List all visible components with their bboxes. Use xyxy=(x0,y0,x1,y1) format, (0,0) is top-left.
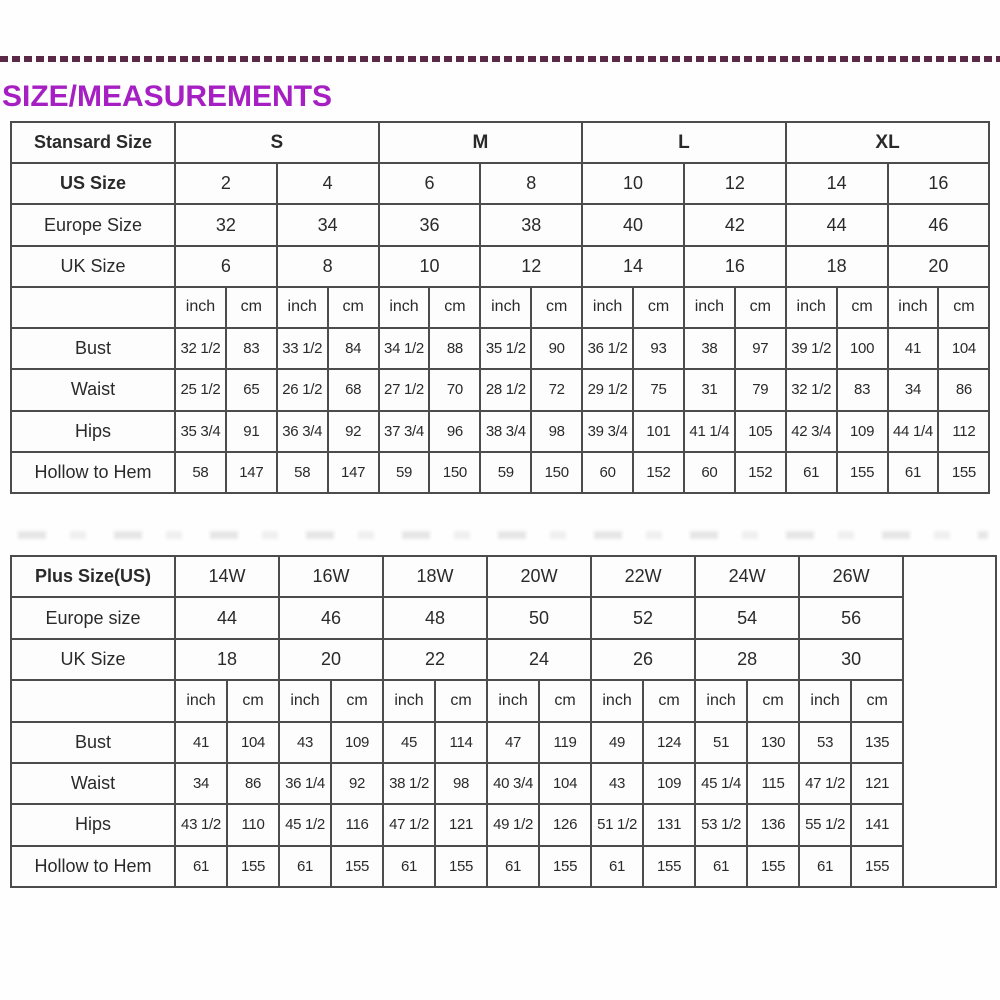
size-cell: 18 xyxy=(175,639,279,680)
unit-cell: cm xyxy=(539,680,591,721)
measure-cell: 41 1/4 xyxy=(684,411,735,452)
measure-cell: 59 xyxy=(480,452,531,493)
measure-cell: 90 xyxy=(531,328,582,369)
empty-cell xyxy=(11,680,175,721)
measure-cell: 152 xyxy=(633,452,684,493)
measure-cell: 53 xyxy=(799,722,851,763)
measure-cell: 49 1/2 xyxy=(487,804,539,845)
measure-cell: 97 xyxy=(735,328,786,369)
measure-cell: 79 xyxy=(735,369,786,410)
measure-cell: 83 xyxy=(837,369,888,410)
measure-cell: 61 xyxy=(279,846,331,887)
size-group-cell: 18W xyxy=(383,556,487,597)
measure-cell: 43 xyxy=(591,763,643,804)
page-title: SIZE/MEASUREMENTS xyxy=(2,80,333,113)
size-cell: 36 xyxy=(379,204,481,245)
measure-cell: 75 xyxy=(633,369,684,410)
measure-cell: 35 1/2 xyxy=(480,328,531,369)
unit-cell: cm xyxy=(435,680,487,721)
table-row xyxy=(11,122,989,163)
size-cell: 28 xyxy=(695,639,799,680)
measure-cell: 105 xyxy=(735,411,786,452)
measure-cell: 72 xyxy=(531,369,582,410)
unit-cell: inch xyxy=(695,680,747,721)
measure-cell: 98 xyxy=(531,411,582,452)
measure-cell: 36 3/4 xyxy=(277,411,328,452)
row-label: Plus Size(US) xyxy=(11,556,175,597)
measure-cell: 126 xyxy=(539,804,591,845)
size-group-cell: L xyxy=(582,122,786,163)
measure-cell: 104 xyxy=(938,328,989,369)
unit-cell: inch xyxy=(279,680,331,721)
unit-cell: cm xyxy=(735,287,786,328)
size-group-cell: 26W xyxy=(799,556,903,597)
row-label: Bust xyxy=(11,328,175,369)
size-group-cell: 22W xyxy=(591,556,695,597)
table-row xyxy=(11,639,996,680)
unit-cell: inch xyxy=(582,287,633,328)
size-cell: 34 xyxy=(277,204,379,245)
unit-cell: cm xyxy=(328,287,379,328)
empty-cell xyxy=(903,556,996,887)
size-cell: 8 xyxy=(277,246,379,287)
size-group-cell: 16W xyxy=(279,556,383,597)
measure-cell: 96 xyxy=(429,411,480,452)
measure-cell: 34 1/2 xyxy=(379,328,430,369)
unit-cell: cm xyxy=(643,680,695,721)
unit-cell: inch xyxy=(379,287,430,328)
row-label: Hips xyxy=(11,411,175,452)
top-dashed-divider xyxy=(0,56,1000,62)
row-label: US Size xyxy=(11,163,175,204)
unit-cell: inch xyxy=(786,287,837,328)
unit-cell: cm xyxy=(837,287,888,328)
unit-cell: inch xyxy=(175,680,227,721)
row-label: Europe size xyxy=(11,597,175,638)
measure-cell: 47 xyxy=(487,722,539,763)
table-row xyxy=(11,411,989,452)
measure-cell: 34 xyxy=(888,369,939,410)
measure-cell: 43 xyxy=(279,722,331,763)
unit-cell: inch xyxy=(799,680,851,721)
measure-cell: 38 1/2 xyxy=(383,763,435,804)
measure-cell: 37 3/4 xyxy=(379,411,430,452)
measure-cell: 112 xyxy=(938,411,989,452)
size-cell: 52 xyxy=(591,597,695,638)
measure-cell: 45 xyxy=(383,722,435,763)
measure-cell: 155 xyxy=(331,846,383,887)
unit-cell: inch xyxy=(684,287,735,328)
size-cell: 30 xyxy=(799,639,903,680)
measure-cell: 152 xyxy=(735,452,786,493)
size-cell: 48 xyxy=(383,597,487,638)
measure-cell: 31 xyxy=(684,369,735,410)
measure-cell: 155 xyxy=(643,846,695,887)
unit-cell: inch xyxy=(383,680,435,721)
unit-cell: cm xyxy=(938,287,989,328)
size-cell: 14 xyxy=(582,246,684,287)
measure-cell: 40 3/4 xyxy=(487,763,539,804)
measure-cell: 130 xyxy=(747,722,799,763)
table-row xyxy=(11,763,996,804)
measure-cell: 58 xyxy=(175,452,226,493)
size-cell: 2 xyxy=(175,163,277,204)
measure-cell: 61 xyxy=(175,846,227,887)
size-cell: 50 xyxy=(487,597,591,638)
unit-cell: inch xyxy=(487,680,539,721)
size-cell: 56 xyxy=(799,597,903,638)
measure-cell: 29 1/2 xyxy=(582,369,633,410)
measure-cell: 131 xyxy=(643,804,695,845)
table-row xyxy=(11,163,989,204)
size-cell: 26 xyxy=(591,639,695,680)
measure-cell: 109 xyxy=(331,722,383,763)
measure-cell: 45 1/2 xyxy=(279,804,331,845)
measure-cell: 93 xyxy=(633,328,684,369)
unit-cell: cm xyxy=(531,287,582,328)
size-cell: 6 xyxy=(175,246,277,287)
measure-cell: 61 xyxy=(591,846,643,887)
unit-cell: cm xyxy=(331,680,383,721)
row-label: Bust xyxy=(11,722,175,763)
measure-cell: 101 xyxy=(633,411,684,452)
measure-cell: 51 xyxy=(695,722,747,763)
measure-cell: 39 3/4 xyxy=(582,411,633,452)
size-cell: 16 xyxy=(684,246,786,287)
measure-cell: 51 1/2 xyxy=(591,804,643,845)
measure-cell: 155 xyxy=(851,846,903,887)
size-cell: 20 xyxy=(279,639,383,680)
measure-cell: 61 xyxy=(695,846,747,887)
size-cell: 46 xyxy=(888,204,990,245)
size-cell: 10 xyxy=(582,163,684,204)
table-row xyxy=(11,369,989,410)
row-label: Hips xyxy=(11,804,175,845)
measure-cell: 49 xyxy=(591,722,643,763)
table-row xyxy=(11,846,996,887)
size-cell: 44 xyxy=(786,204,888,245)
unit-cell: inch xyxy=(591,680,643,721)
unit-cell: cm xyxy=(226,287,277,328)
measure-cell: 65 xyxy=(226,369,277,410)
row-label: UK Size xyxy=(11,246,175,287)
row-label: Waist xyxy=(11,369,175,410)
measure-cell: 61 xyxy=(888,452,939,493)
measure-cell: 36 1/2 xyxy=(582,328,633,369)
unit-cell: cm xyxy=(633,287,684,328)
table-row xyxy=(11,804,996,845)
measure-cell: 25 1/2 xyxy=(175,369,226,410)
unit-cell: inch xyxy=(480,287,531,328)
measure-cell: 155 xyxy=(938,452,989,493)
row-label: Hollow to Hem xyxy=(11,846,175,887)
measure-cell: 44 1/4 xyxy=(888,411,939,452)
faded-text-artifact xyxy=(18,531,988,539)
measure-cell: 27 1/2 xyxy=(379,369,430,410)
size-cell: 54 xyxy=(695,597,799,638)
size-cell: 20 xyxy=(888,246,990,287)
measure-cell: 32 1/2 xyxy=(786,369,837,410)
measure-cell: 35 3/4 xyxy=(175,411,226,452)
measure-cell: 147 xyxy=(226,452,277,493)
measure-cell: 70 xyxy=(429,369,480,410)
table-row xyxy=(11,722,996,763)
size-cell: 12 xyxy=(684,163,786,204)
table-row xyxy=(11,246,989,287)
measure-cell: 55 1/2 xyxy=(799,804,851,845)
measure-cell: 41 xyxy=(175,722,227,763)
measure-cell: 60 xyxy=(582,452,633,493)
table-row xyxy=(11,328,989,369)
empty-cell xyxy=(11,287,175,328)
unit-cell: inch xyxy=(175,287,226,328)
measure-cell: 109 xyxy=(643,763,695,804)
size-cell: 44 xyxy=(175,597,279,638)
unit-cell: cm xyxy=(227,680,279,721)
size-cell: 46 xyxy=(279,597,383,638)
row-label: Stansard Size xyxy=(11,122,175,163)
plus-size-table xyxy=(10,555,997,888)
row-label: Hollow to Hem xyxy=(11,452,175,493)
size-group-cell: 20W xyxy=(487,556,591,597)
measure-cell: 86 xyxy=(938,369,989,410)
measure-cell: 26 1/2 xyxy=(277,369,328,410)
measure-cell: 155 xyxy=(837,452,888,493)
measure-cell: 60 xyxy=(684,452,735,493)
measure-cell: 147 xyxy=(328,452,379,493)
table-row xyxy=(11,680,996,721)
table-row xyxy=(11,597,996,638)
measure-cell: 38 xyxy=(684,328,735,369)
measure-cell: 59 xyxy=(379,452,430,493)
measure-cell: 91 xyxy=(226,411,277,452)
measure-cell: 104 xyxy=(539,763,591,804)
measure-cell: 98 xyxy=(435,763,487,804)
unit-cell: cm xyxy=(851,680,903,721)
size-group-cell: 14W xyxy=(175,556,279,597)
measure-cell: 58 xyxy=(277,452,328,493)
measure-cell: 39 1/2 xyxy=(786,328,837,369)
measure-cell: 68 xyxy=(328,369,379,410)
row-label: UK Size xyxy=(11,639,175,680)
measure-cell: 121 xyxy=(435,804,487,845)
measure-cell: 114 xyxy=(435,722,487,763)
unit-cell: cm xyxy=(747,680,799,721)
measure-cell: 53 1/2 xyxy=(695,804,747,845)
measure-cell: 100 xyxy=(837,328,888,369)
measure-cell: 155 xyxy=(747,846,799,887)
unit-cell: inch xyxy=(277,287,328,328)
size-cell: 12 xyxy=(480,246,582,287)
size-cell: 24 xyxy=(487,639,591,680)
measure-cell: 150 xyxy=(531,452,582,493)
size-cell: 6 xyxy=(379,163,481,204)
size-cell: 8 xyxy=(480,163,582,204)
size-group-cell: S xyxy=(175,122,379,163)
measure-cell: 116 xyxy=(331,804,383,845)
measure-cell: 36 1/4 xyxy=(279,763,331,804)
size-cell: 4 xyxy=(277,163,379,204)
size-group-cell: 24W xyxy=(695,556,799,597)
measure-cell: 155 xyxy=(227,846,279,887)
measure-cell: 83 xyxy=(226,328,277,369)
measure-cell: 124 xyxy=(643,722,695,763)
row-label: Waist xyxy=(11,763,175,804)
measure-cell: 104 xyxy=(227,722,279,763)
measure-cell: 33 1/2 xyxy=(277,328,328,369)
row-label: Europe Size xyxy=(11,204,175,245)
measure-cell: 155 xyxy=(539,846,591,887)
measure-cell: 92 xyxy=(331,763,383,804)
measure-cell: 115 xyxy=(747,763,799,804)
measure-cell: 28 1/2 xyxy=(480,369,531,410)
measure-cell: 121 xyxy=(851,763,903,804)
size-cell: 32 xyxy=(175,204,277,245)
measure-cell: 119 xyxy=(539,722,591,763)
measure-cell: 61 xyxy=(383,846,435,887)
measure-cell: 84 xyxy=(328,328,379,369)
measure-cell: 110 xyxy=(227,804,279,845)
measure-cell: 32 1/2 xyxy=(175,328,226,369)
measure-cell: 92 xyxy=(328,411,379,452)
measure-cell: 45 1/4 xyxy=(695,763,747,804)
measure-cell: 43 1/2 xyxy=(175,804,227,845)
measure-cell: 155 xyxy=(435,846,487,887)
unit-cell: cm xyxy=(429,287,480,328)
size-cell: 10 xyxy=(379,246,481,287)
measure-cell: 150 xyxy=(429,452,480,493)
measure-cell: 41 xyxy=(888,328,939,369)
table-row xyxy=(11,556,996,597)
table-row xyxy=(11,287,989,328)
measure-cell: 47 1/2 xyxy=(383,804,435,845)
unit-cell: inch xyxy=(888,287,939,328)
measure-cell: 47 1/2 xyxy=(799,763,851,804)
measure-cell: 61 xyxy=(786,452,837,493)
size-cell: 42 xyxy=(684,204,786,245)
measure-cell: 38 3/4 xyxy=(480,411,531,452)
table-row xyxy=(11,204,989,245)
size-cell: 38 xyxy=(480,204,582,245)
size-cell: 14 xyxy=(786,163,888,204)
measure-cell: 61 xyxy=(799,846,851,887)
size-cell: 16 xyxy=(888,163,990,204)
measure-cell: 135 xyxy=(851,722,903,763)
size-cell: 22 xyxy=(383,639,487,680)
measure-cell: 86 xyxy=(227,763,279,804)
measure-cell: 141 xyxy=(851,804,903,845)
size-cell: 18 xyxy=(786,246,888,287)
table-row xyxy=(11,452,989,493)
measure-cell: 34 xyxy=(175,763,227,804)
size-group-cell: M xyxy=(379,122,583,163)
measure-cell: 88 xyxy=(429,328,480,369)
size-cell: 40 xyxy=(582,204,684,245)
size-group-cell: XL xyxy=(786,122,990,163)
measure-cell: 42 3/4 xyxy=(786,411,837,452)
measure-cell: 136 xyxy=(747,804,799,845)
measure-cell: 109 xyxy=(837,411,888,452)
measure-cell: 61 xyxy=(487,846,539,887)
standard-size-table xyxy=(10,121,990,494)
